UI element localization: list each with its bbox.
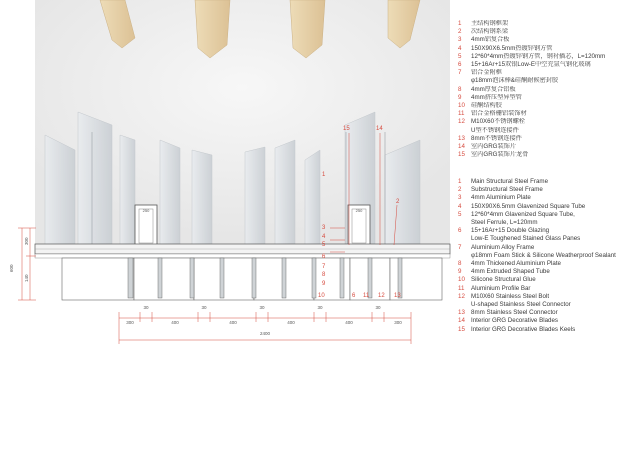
legend-number — [458, 252, 471, 260]
legend-number: 5 — [458, 52, 462, 60]
legend-item — [458, 285, 633, 293]
legend-text: 4mm铝复合板 — [471, 36, 510, 44]
bottom-dimensions — [119, 312, 411, 344]
dim-total: 2400 — [259, 331, 271, 336]
dim-seg-9: 400 — [345, 320, 353, 325]
glass-blade — [385, 140, 420, 245]
legend-number — [458, 235, 471, 243]
legend-item — [458, 143, 633, 151]
legend-number: 7 — [458, 243, 462, 251]
legend-number: 2 — [458, 28, 462, 36]
legend-text: Main Structural Steel Frame — [471, 178, 549, 185]
legend-number — [458, 127, 471, 135]
structural-box-right — [348, 205, 370, 247]
callout-12: 12 — [378, 293, 385, 299]
legend-number: 15 — [458, 151, 465, 159]
legend-item — [458, 127, 633, 135]
legend-item — [458, 268, 633, 276]
callout-6b: 6 — [352, 293, 356, 299]
legend-number: 3 — [458, 36, 462, 44]
legend-number: 11 — [458, 110, 465, 118]
legend-number: 13 — [458, 134, 465, 142]
legend-text: U-shaped Stainless Steel Connector — [471, 301, 571, 309]
dim-seg-4: 30 — [201, 305, 207, 310]
dim-seg-11: 300 — [394, 320, 402, 325]
legend-item — [458, 235, 633, 243]
legend-item — [458, 219, 633, 227]
legend-number: 10 — [458, 276, 465, 284]
legend-item — [458, 276, 633, 284]
callout-10: 10 — [318, 293, 325, 299]
legend-text: 主结构钢框架 — [471, 20, 509, 27]
legend-number: 4 — [458, 202, 462, 210]
legend-text: 150X90X6.5mm Glavenized Square Tube — [471, 202, 586, 210]
glass-blade — [305, 150, 320, 245]
legend-number: 8 — [458, 260, 462, 268]
legend-item — [458, 45, 633, 53]
legend-number: 1 — [458, 20, 462, 27]
legend-text: 4mm Extruded Shaped Tube — [471, 268, 550, 276]
legend-item — [458, 151, 633, 159]
legend-item — [458, 194, 633, 202]
legend-chinese — [458, 20, 633, 159]
glass-blade — [78, 112, 112, 245]
legend-item — [458, 252, 633, 260]
callout-13: 13 — [394, 293, 401, 299]
callout-9: 9 — [322, 281, 326, 287]
glass-blade — [45, 135, 75, 245]
legend-item — [458, 94, 633, 102]
legend-text: M10X60 Stainless Steel Bolt — [471, 292, 550, 300]
legend-text: Substructural Steel Frame — [471, 186, 543, 194]
legend-text: 铝合金附框 — [471, 69, 502, 77]
dim-seg-8: 30 — [317, 305, 323, 310]
glass-blade — [120, 135, 135, 245]
legend-item — [458, 53, 633, 61]
dim-left-300: 300 — [24, 237, 29, 245]
legend-number: 14 — [458, 143, 465, 151]
dim-seg-10: 30 — [375, 305, 381, 310]
callout-2: 2 — [396, 199, 400, 205]
legend-number: 13 — [458, 309, 465, 317]
legend-english — [458, 178, 633, 334]
dim-left-140: 140 — [24, 274, 29, 282]
legend-text: φ18mm泡沫棒&硅酮耐候密封胶 — [471, 77, 559, 85]
legend-text: 4mm Aluminium Plate — [471, 194, 531, 202]
dim-seg-6: 30 — [259, 305, 265, 310]
legend-number: 6 — [458, 227, 462, 235]
dim-left-600: 600 — [9, 264, 14, 272]
legend-text: Aluminium Alloy Frame — [471, 243, 535, 251]
legend-text: 15+16Ar+15双银Low-E中空充氩气钢化玻璃 — [471, 61, 591, 69]
legend-text: Steel Ferrule, L=120mm — [471, 219, 538, 227]
legend-number: 9 — [458, 93, 462, 101]
legend-item — [458, 28, 633, 36]
legend-text: 4mm Thickened Aluminium Plate — [471, 260, 561, 268]
legend-number: 6 — [458, 61, 462, 69]
legend-number: 8 — [458, 85, 462, 93]
legend-text: 8mm Stainless Steel Connector — [471, 309, 558, 317]
legend-text: 8mm不锈钢连接件 — [471, 134, 522, 142]
legend-item — [458, 77, 633, 85]
legend-number: 3 — [458, 194, 462, 202]
legend-item — [458, 36, 633, 44]
legend-number — [458, 301, 471, 309]
dim-seg-3: 400 — [171, 320, 179, 325]
callout-6: 6 — [322, 254, 326, 260]
box-label-left: 250 — [142, 208, 150, 213]
legend-item — [458, 69, 633, 77]
callout-3: 3 — [322, 225, 326, 231]
legend-number: 9 — [458, 268, 462, 276]
legend-number — [458, 219, 471, 227]
callout-5: 5 — [322, 242, 326, 248]
callout-4: 4 — [322, 234, 326, 240]
legend-text: Silicone Structural Glue — [471, 276, 536, 284]
legend-text: 12*60*4mm Glavenized Square Tube, — [471, 210, 575, 218]
callout-14: 14 — [376, 126, 383, 132]
legend-item — [458, 293, 633, 301]
legend-text: 4mm厚复合铝板 — [471, 85, 516, 93]
sill — [35, 244, 450, 258]
legend-text: Interior GRG Decorative Blades — [471, 317, 559, 325]
legend-item — [458, 309, 633, 317]
legend-text: 150X90X6.5mm热镀锌钢方管 — [471, 44, 553, 52]
dim-seg-7: 400 — [287, 320, 295, 325]
legend-item — [458, 227, 633, 235]
legend-text: 硅酮结构胶 — [471, 102, 502, 110]
legend-item — [458, 203, 633, 211]
legend-number: 12 — [458, 292, 465, 300]
legend-text: Low-E Toughened Stained Glass Panes — [471, 235, 581, 243]
legend-text: 12*60*4mm热镀锌钢方管，钢衬插芯，L=120mm — [471, 52, 606, 60]
legend-number: 14 — [458, 317, 465, 325]
legend-number: 15 — [458, 325, 465, 333]
box-label-right: 250 — [355, 208, 363, 213]
legend-number: 5 — [458, 210, 462, 218]
legend-text: U型不锈钢连接件 — [471, 126, 519, 134]
legend-item — [458, 211, 633, 219]
legend-item — [458, 110, 633, 118]
legend-number: 10 — [458, 102, 465, 110]
legend-number: 4 — [458, 44, 462, 52]
legend-item — [458, 20, 633, 28]
legend-text: 15+16Ar+15 Double Glazing — [471, 227, 550, 235]
callout-15: 15 — [343, 126, 350, 132]
legend-text: φ18mm Foam Stick & Silicone Weatherproof Sealant — [471, 251, 616, 259]
legend-text: Aluminium Profile Bar — [471, 284, 531, 292]
legend-number: 12 — [458, 118, 465, 126]
legend-number: 1 — [458, 178, 462, 185]
legend-item — [458, 178, 633, 186]
legend-item — [458, 244, 633, 252]
legend-number — [458, 77, 471, 85]
glass-blade — [192, 150, 212, 245]
legend-item — [458, 86, 633, 94]
legend-item — [458, 61, 633, 69]
callout-8: 8 — [322, 272, 326, 278]
legend-text: 室内GRG装饰片 — [471, 143, 517, 151]
legend-item — [458, 118, 633, 126]
legend-item — [458, 317, 633, 325]
callout-11: 11 — [363, 293, 370, 299]
legend-item — [458, 301, 633, 309]
legend-text: 4mm挤压型异型管 — [471, 93, 522, 101]
glass-blade — [275, 140, 295, 245]
legend-number: 7 — [458, 69, 462, 77]
callout-1: 1 — [322, 172, 326, 178]
legend-item — [458, 326, 633, 334]
legend-item — [458, 135, 633, 143]
legend-text: 铝合金格栅铝装饰材 — [471, 110, 527, 118]
legend-text: Interior GRG Decorative Blades Keels — [471, 325, 576, 333]
legend-item — [458, 260, 633, 268]
dim-seg-5: 400 — [229, 320, 237, 325]
structural-box-left — [135, 205, 157, 247]
legend-item — [458, 186, 633, 194]
legend-item — [458, 102, 633, 110]
callout-7: 7 — [322, 264, 326, 270]
legend-text: 次结构钢系梁 — [471, 28, 509, 36]
glass-blade — [160, 140, 180, 245]
legend-number: 2 — [458, 186, 462, 194]
dim-seg-2: 30 — [143, 305, 149, 310]
legend-text: M10X60不锈钢螺栓 — [471, 118, 525, 126]
legend-number: 11 — [458, 284, 465, 292]
glass-blade — [245, 147, 265, 245]
dim-seg-1: 300 — [126, 320, 134, 325]
legend-text: 室内GRG装饰片龙骨 — [471, 151, 529, 159]
